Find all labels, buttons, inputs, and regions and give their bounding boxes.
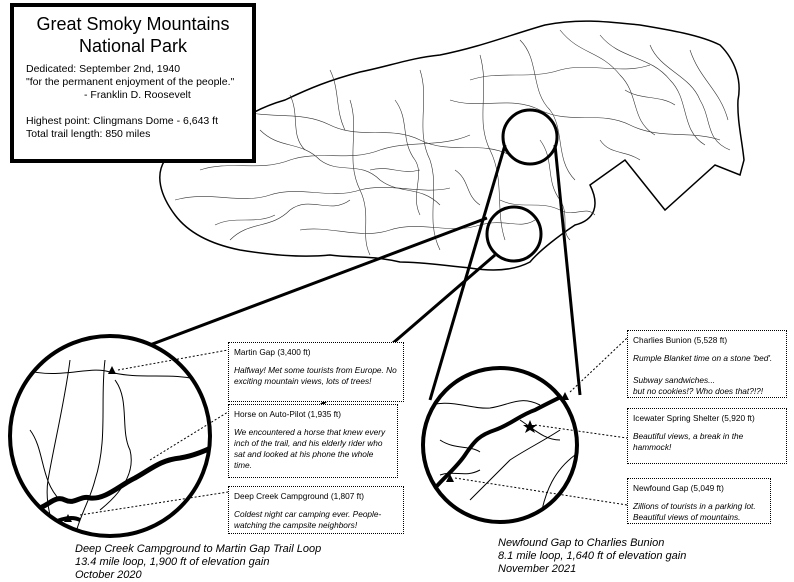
note-title: Horse on Auto-Pilot (1,935 ft) xyxy=(234,409,341,419)
note-title: Newfound Gap (5,049 ft) xyxy=(633,483,724,493)
note-body-line1: Rumple Blanket time on a stone 'bed'. xyxy=(633,353,773,363)
caption-line1: Newfound Gap to Charlies Bunion xyxy=(498,537,665,549)
note-title: Martin Gap (3,400 ft) xyxy=(234,347,311,357)
right-inset-caption xyxy=(498,537,686,576)
title-box xyxy=(10,3,256,163)
note-charlies-bunion xyxy=(627,330,787,398)
caption-line3: October 2020 xyxy=(75,569,142,581)
note-body: Zillions of tourists in a parking lot. Beautiful views of mountains. xyxy=(633,501,756,522)
trail-length: Total trail length: 850 miles xyxy=(26,128,151,140)
note-title: Icewater Spring Shelter (5,920 ft) xyxy=(633,413,755,423)
right-inset xyxy=(420,368,585,522)
quote-author: - Franklin D. Roosevelt xyxy=(84,89,191,101)
park-title-line2: National Park xyxy=(78,36,188,56)
charlies-bunion-marker-icon xyxy=(561,392,569,400)
highest-point: Highest point: Clingmans Dome - 6,643 ft xyxy=(26,115,219,127)
caption-line2: 13.4 mile loop, 1,900 ft of elevation gain xyxy=(75,556,270,568)
note-martin-gap xyxy=(228,342,404,402)
note-title: Charlies Bunion (5,528 ft) xyxy=(633,335,728,345)
note-body: Coldest night car camping ever. People-watching the campsite neighbors! xyxy=(234,509,382,530)
dedication-date: Dedicated: September 2nd, 1940 xyxy=(26,63,181,75)
park-title-line1: Great Smoky Mountains xyxy=(36,14,230,34)
note-title: Deep Creek Campground (1,807 ft) xyxy=(234,491,365,501)
left-inset-caption xyxy=(75,543,321,582)
note-deep-creek-campground xyxy=(228,486,404,534)
note-body: Beautiful views, a break in the hammock! xyxy=(633,431,744,452)
note-icewater-spring xyxy=(627,408,787,464)
note-horse-autopilot xyxy=(228,404,398,478)
note-body-line3: Subway sandwiches... xyxy=(633,375,716,385)
note-body: Halfway! Met some tourists from Europe. No exciting mountain views, lots of trees! xyxy=(234,365,397,386)
note-body: We encountered a horse that knew every inch of the trail, and his elderly rider who sat and looked at his phone the whole time. xyxy=(234,427,386,470)
left-inset xyxy=(10,336,230,536)
dedication-quote: "for the permanent enjoyment of the people." xyxy=(26,76,235,88)
caption-line1: Deep Creek Campground to Martin Gap Trail Loop xyxy=(75,543,322,555)
note-newfound-gap xyxy=(627,478,771,524)
caption-line2: 8.1 mile loop, 1,640 ft of elevation gain xyxy=(498,550,687,562)
note-body-line2 xyxy=(633,364,781,375)
note-body-line4: but no cookies!? Who does that?!?! xyxy=(633,386,764,396)
caption-line3: November 2021 xyxy=(498,563,577,575)
